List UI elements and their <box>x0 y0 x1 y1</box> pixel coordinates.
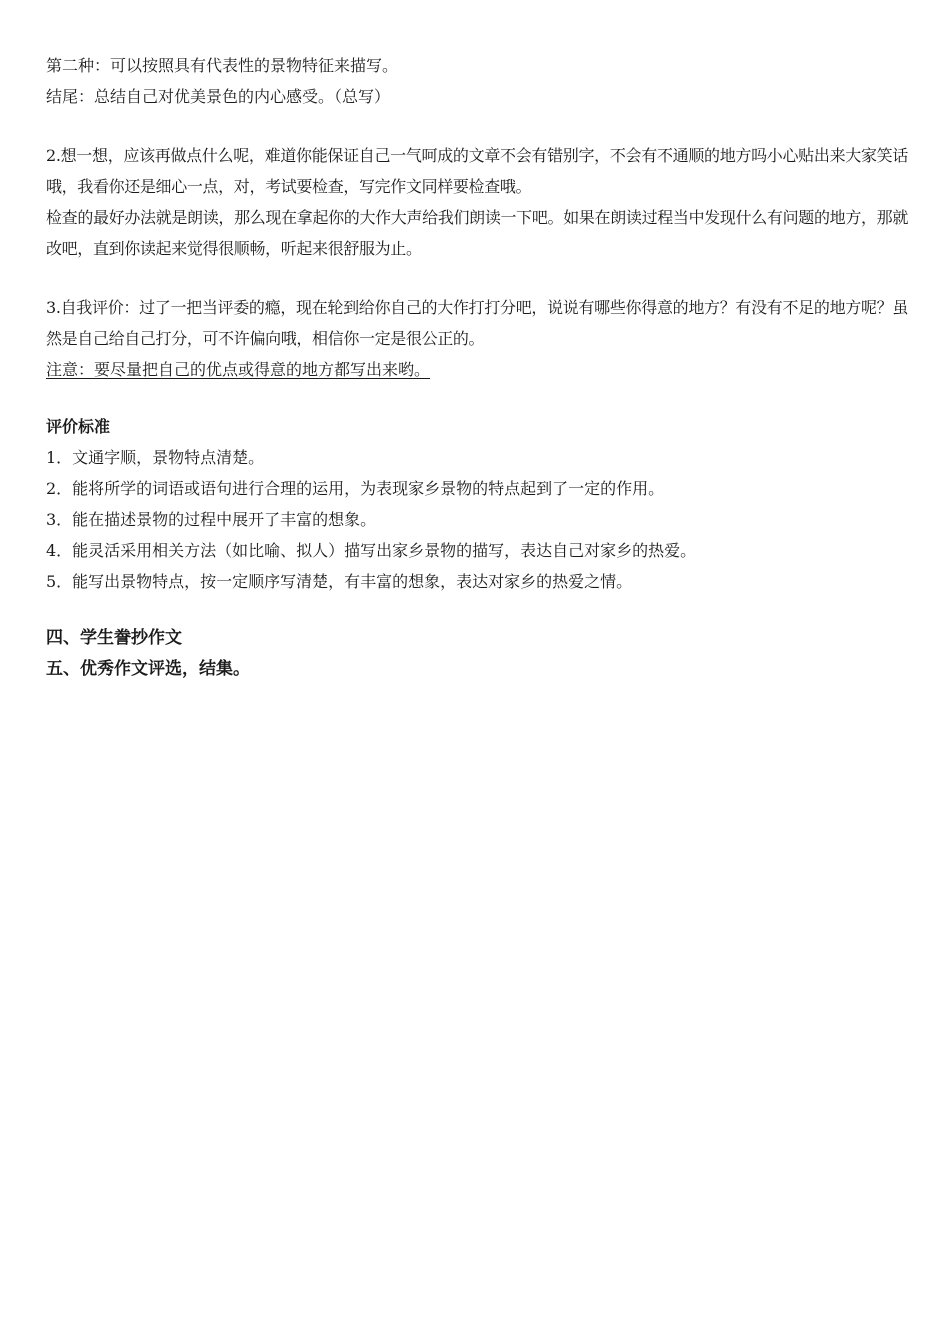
spacer <box>46 264 908 292</box>
step3-paragraph: 3.自我评价：过了一把当评委的瘾，现在轮到给你自己的大作打打分吧，说说有哪些你得意的地方？有没有不足的地方呢？虽然是自己给自己打分，可不许偏向哦，相信你一定是很公正的。 <box>46 298 908 348</box>
step2-reading-paragraph: 检查的最好办法就是朗读，那么现在拿起你的大作大声给我们朗读一下吧。如果在朗读过程当中发现什么有问题的地方，那就改吧，直到你读起来觉得很顺畅，听起来很舒服为止。 <box>46 208 908 258</box>
step3-note: 注意：要尽量把自己的优点或得意的地方都写出来哟。 <box>46 360 431 379</box>
spacer <box>46 112 908 140</box>
criteria-item: 5．能写出景物特点，按一定顺序写清楚，有丰富的想象，表达对家乡的热爱之情。 <box>46 572 633 591</box>
ending-text: 结尾：总结自己对优美景色的内心感受。（总写） <box>46 87 391 106</box>
criteria-item: 4．能灵活采用相关方法（如比喻、拟人）描写出家乡景物的描写，表达自己对家乡的热爱。 <box>46 541 697 560</box>
criteria-item: 2．能将所学的词语或语句进行合理的运用，为表现家乡景物的特点起到了一定的作用。 <box>46 479 665 498</box>
document-page <box>46 50 908 685</box>
criteria-item: 1．文通字顺，景物特点清楚。 <box>46 448 265 467</box>
step2-paragraph: 2.想一想，应该再做点什么呢，难道你能保证自己一气呵成的文章不会有错别字，不会有不通顺的地方吗小心贴出来大家笑话哦，我看你还是细心一点，对，考试要检查，写完作文同样要检查哦。 <box>46 146 908 196</box>
spacer <box>46 385 908 411</box>
section-five-heading: 五、优秀作文评选，结集。 <box>46 659 250 679</box>
criteria-item: 3．能在描述景物的过程中展开了丰富的想象。 <box>46 510 377 529</box>
method-two-text: 第二种：可以按照具有代表性的景物特征来描写。 <box>46 56 399 75</box>
criteria-title: 评价标准 <box>46 417 111 436</box>
section-four-heading: 四、学生誊抄作文 <box>46 628 182 648</box>
spacer <box>46 597 908 623</box>
